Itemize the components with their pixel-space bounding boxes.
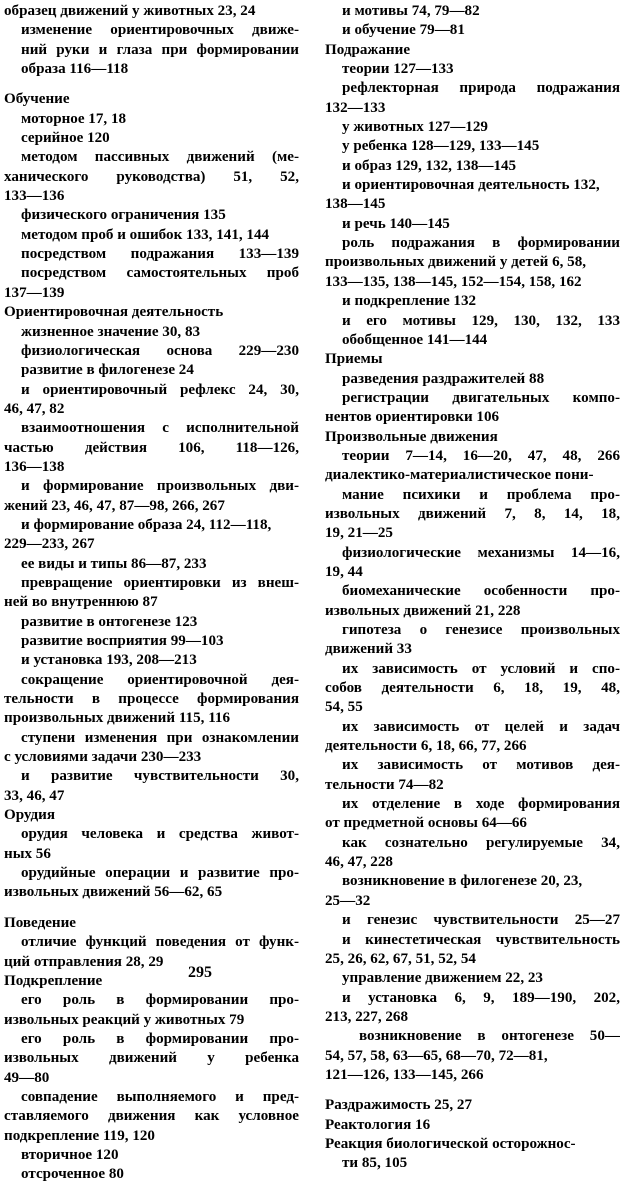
index-line: регистрации двигательных компо- (342, 389, 620, 406)
index-line: 136—138 (4, 458, 65, 475)
index-line: обобщенное 141—144 (342, 331, 488, 348)
index-subentry (325, 466, 620, 543)
index-subentry (325, 79, 620, 118)
index-line: совпадение выполняемого и пред- (21, 1088, 299, 1105)
index-line: и подкрепление 132 (342, 293, 477, 310)
index-subentry (325, 118, 620, 137)
index-line: ставляемого движения как условное (4, 1108, 299, 1125)
index-line: посредством самостоятельных проб (21, 265, 299, 282)
index-line: жизненное значение 30, 83 (21, 323, 201, 340)
index-line: посредством подражания 133—139 (21, 246, 299, 263)
index-line: и ориентировочная деятельность 132, (342, 177, 600, 194)
index-line: диалектико-материалистическое пони- (325, 467, 594, 484)
index-subentry (4, 516, 299, 555)
index-line: жений 23, 46, 47, 87—98, 266, 267 (4, 497, 225, 514)
index-line: методом пассивных движений (ме- (21, 149, 299, 166)
index-line: образец движений у животных 23, 24 (4, 3, 256, 19)
index-line: орудийные операции и развитие про- (21, 865, 299, 882)
index-entry (325, 428, 620, 1086)
index-line: рефлекторная природа подражания (342, 80, 620, 97)
index-line: 19, 21—25 (325, 525, 393, 542)
index-subentry (325, 60, 620, 79)
index-line: физиологическая основа 229—230 (21, 342, 299, 359)
index-line (325, 2, 620, 21)
index-line: гипотеза о генезисе произвольных (342, 622, 620, 638)
index-line: и мотивы 74, 79—82 (342, 3, 480, 19)
index-line: моторное 17, 18 (21, 110, 127, 127)
index-subentry (325, 718, 620, 757)
index-entry (4, 806, 299, 903)
index-line (325, 21, 620, 40)
index-line (4, 41, 299, 60)
index-line: ний руки и глаза при формировании (21, 41, 299, 58)
index-line: и формирование образа 24, 112—118, (21, 516, 272, 533)
index-subentry (325, 215, 620, 234)
index-subentry (325, 1027, 620, 1085)
index-subentry (4, 1088, 299, 1146)
index-subentry (325, 989, 620, 1028)
index-line: 121—126, 133—145, 266 (325, 1066, 484, 1083)
index-line: биомеханические особенности про- (342, 583, 620, 600)
index-line: теории 7—14, 16—20, 47, 48, 266 (342, 447, 620, 464)
index-subentry (4, 226, 299, 245)
index-line: 33, 46, 47 (4, 787, 65, 804)
index-line: мание психики и проблема про- (342, 486, 620, 503)
index-line: тельности в процессе формирования (4, 691, 299, 708)
index-line: и речь 140—145 (342, 215, 450, 232)
index-line: и формирование произвольных дви- (21, 478, 299, 495)
index-subentry (325, 756, 620, 795)
index-subentry (325, 582, 620, 621)
index-line: управление движением 22, 23 (342, 970, 543, 987)
index-line: физиологические механизмы 14—16, (342, 544, 620, 561)
index-line: и генезис чувствительности 25—27 (342, 912, 620, 929)
two-column-layout (4, 2, 620, 1185)
index-subentry (4, 148, 299, 206)
index-line: возникновение в онтогенезе 50— (359, 1028, 620, 1045)
index-line: его роль в формировании про- (21, 1030, 299, 1047)
index-subentry (325, 312, 620, 331)
index-subentry (4, 729, 299, 768)
index-line: с условиями задачи 230—233 (4, 749, 202, 766)
index-line: 229—233, 267 (4, 536, 95, 553)
index-subentry (4, 555, 299, 574)
index-line: у ребенка 128—129, 133—145 (342, 138, 540, 155)
index-line: как сознательно регулируемые 34, (342, 834, 620, 851)
index-line: собов деятельности 6, 18, 19, 48, (325, 680, 620, 697)
left-column (4, 2, 299, 1185)
index-entry (325, 41, 620, 351)
index-subentry (4, 767, 299, 806)
index-subentry (4, 1165, 299, 1184)
index-line: развитие в онтогенезе 123 (21, 613, 198, 630)
index-subentry (325, 331, 620, 350)
index-subentry (4, 991, 299, 1030)
index-headword: Поведение (4, 914, 76, 931)
index-line: деятельности 6, 18, 66, 77, 266 (325, 738, 527, 755)
index-line: ее виды и типы 86—87, 233 (21, 555, 207, 572)
index-line: возникновение в филогенезе 20, 23, (342, 873, 583, 890)
index-line: подкрепление 119, 120 (4, 1127, 155, 1144)
index-subentry (325, 834, 620, 873)
index-subentry (4, 342, 299, 361)
index-line: и кинестетическая чувствительность (342, 931, 620, 948)
index-line (4, 60, 299, 79)
index-entry (325, 1116, 620, 1135)
index-subentry (4, 477, 299, 516)
index-line: серийное 120 (21, 130, 110, 147)
index-line: методом проб и ошибок 133, 141, 144 (21, 226, 270, 243)
index-entry (4, 2, 299, 79)
index-headword: Реакция биологической осторожнос- (325, 1135, 576, 1152)
index-subentry (4, 1030, 299, 1088)
index-headword: Обучение (4, 91, 70, 108)
index-line: ных 56 (4, 845, 51, 862)
index-line: извольных реакций у животных 79 (4, 1011, 245, 1028)
index-line: и установка 193, 208—213 (21, 652, 197, 669)
index-line: их зависимость от мотивов дея- (342, 757, 620, 774)
index-line: теории 127—133 (342, 61, 454, 78)
index-subentry (325, 911, 620, 930)
index-line: извольных движений у ребенка (4, 1050, 299, 1067)
index-headword: Реактология 16 (325, 1116, 431, 1133)
index-line: их зависимость от целей и задач (342, 718, 620, 735)
index-line: и обучение 79—81 (342, 22, 465, 39)
index-subentry (325, 157, 620, 176)
right-column (325, 2, 620, 1174)
index-headword: Произвольные движения (325, 428, 498, 445)
index-subentry (4, 864, 299, 903)
index-subentry (325, 292, 620, 311)
index-entry (4, 972, 299, 1185)
index-line (4, 2, 299, 21)
index-line: тельности 74—82 (325, 776, 444, 793)
index-subentry (325, 234, 620, 292)
index-subentry (4, 671, 299, 729)
index-line: ти 85, 105 (342, 1155, 408, 1172)
index-line: изменение ориентировочных движе- (21, 22, 299, 39)
index-subentry (325, 544, 620, 583)
index-headword: Орудия (4, 807, 56, 824)
index-line: их отделение в ходе формирования (342, 796, 620, 813)
index-subentry (4, 651, 299, 670)
index-subentry (4, 323, 299, 342)
index-line: произвольных движений у детей 6, 58, (325, 254, 587, 271)
index-subentry (4, 613, 299, 632)
index-entry (4, 303, 299, 806)
index-entry (325, 1096, 620, 1115)
index-subentry (325, 389, 620, 428)
index-line: 25, 26, 62, 67, 51, 52, 54 (325, 950, 476, 967)
index-subentry (4, 632, 299, 651)
index-line: 213, 227, 268 (325, 1008, 409, 1025)
index-subentry (4, 361, 299, 380)
index-line: роль подражания в формировании (342, 235, 620, 252)
index-line: и установка 6, 9, 189—190, 202, (342, 989, 620, 1006)
index-subentry (325, 660, 620, 718)
page-number: 295 (188, 964, 212, 981)
index-line: орудия человека и средства живот- (21, 826, 299, 843)
index-subentry (4, 245, 299, 264)
index-line: 54, 55 (325, 699, 363, 716)
index-line: отсроченное 80 (21, 1166, 124, 1183)
index-line: и его мотивы 129, 130, 132, 133 (342, 312, 620, 329)
index-line: и ориентировочный рефлекс 24, 30, (21, 381, 299, 398)
index-subentry (325, 621, 620, 660)
index-subentry (325, 447, 620, 466)
index-headword: Подкрепление (4, 972, 103, 989)
index-line: 133—136 (4, 188, 65, 205)
index-line: их зависимость от условий и спо- (342, 660, 620, 677)
index-subentry (325, 370, 620, 389)
index-line: ней во внутреннюю 87 (4, 594, 158, 611)
index-headword: Подражание (325, 41, 411, 58)
index-line: физического ограничения 135 (21, 207, 226, 224)
index-subentry (4, 206, 299, 225)
index-line: взаимоотношения с исполнительной (21, 420, 299, 437)
index-line: превращение ориентировки из внеш- (21, 574, 299, 591)
index-line: разведения раздражителей 88 (342, 370, 545, 387)
index-headword: Раздражимость 25, 27 (325, 1097, 473, 1114)
index-headword: Ориентировочная деятельность (4, 304, 224, 321)
index-line: и развитие чувствительности 30, (21, 768, 299, 785)
index-subentry (4, 825, 299, 864)
index-subentry (4, 419, 299, 477)
index-subentry (4, 129, 299, 148)
index-subentry (325, 137, 620, 156)
index-line: 49—80 (4, 1069, 50, 1086)
index-subentry (325, 872, 620, 911)
index-line: сокращение ориентировочной дея- (21, 671, 299, 688)
index-line: 54, 57, 58, 63—65, 68—70, 72—81, (325, 1047, 548, 1064)
index-line: произвольных движений 115, 116 (4, 710, 230, 727)
index-line: 133—135, 138—145, 152—154, 158, 162 (325, 273, 582, 290)
index-line: развитие в филогенезе 24 (21, 362, 194, 379)
index-line: ций отправления 28, 29 (4, 953, 164, 970)
index-line: вторичное 120 (21, 1146, 119, 1163)
index-entry (325, 2, 620, 41)
index-entry (4, 90, 299, 303)
index-subentry (325, 1154, 620, 1173)
index-line: извольных движений 7, 8, 14, 18, (325, 505, 620, 522)
index-line: отличие функций поведения от функ- (21, 934, 299, 951)
index-subentry (325, 176, 620, 215)
index-subentry (4, 110, 299, 129)
index-line: движений 33 (325, 641, 412, 658)
index-headword: Приемы (325, 351, 383, 368)
index-line: 19, 44 (325, 563, 363, 580)
index-line: ступени изменения при ознакомлении (21, 729, 299, 746)
index-line: от предметной основы 64—66 (325, 815, 527, 832)
page-footer (0, 963, 620, 983)
index-line: ханического руководства) 51, 52, (4, 168, 299, 185)
index-line (4, 21, 299, 40)
index-line: у животных 127—129 (342, 119, 488, 136)
index-line: 25—32 (325, 892, 371, 909)
index-line: извольных движений 21, 228 (325, 602, 521, 619)
index-line: частью действия 106, 118—126, (4, 439, 299, 456)
index-line: 138—145 (325, 196, 386, 213)
index-entry (325, 350, 620, 427)
index-line: образа 116—118 (21, 61, 129, 78)
index-subentry (4, 1146, 299, 1165)
index-line: и образ 129, 132, 138—145 (342, 157, 517, 174)
index-line: извольных движений 56—62, 65 (4, 884, 223, 901)
index-line: нентов ориентировки 106 (325, 409, 500, 426)
index-subentry (4, 264, 299, 303)
index-line: 46, 47, 228 (325, 854, 393, 871)
index-subentry (4, 574, 299, 613)
index-subentry (4, 381, 299, 420)
index-line: развитие восприятия 99—103 (21, 633, 224, 649)
index-line: его роль в формировании про- (21, 992, 299, 1009)
index-line: 46, 47, 82 (4, 400, 65, 417)
index-line: 137—139 (4, 284, 65, 301)
index-entry (325, 1135, 620, 1174)
index-subentry (325, 795, 620, 834)
index-line: 132—133 (325, 99, 386, 116)
